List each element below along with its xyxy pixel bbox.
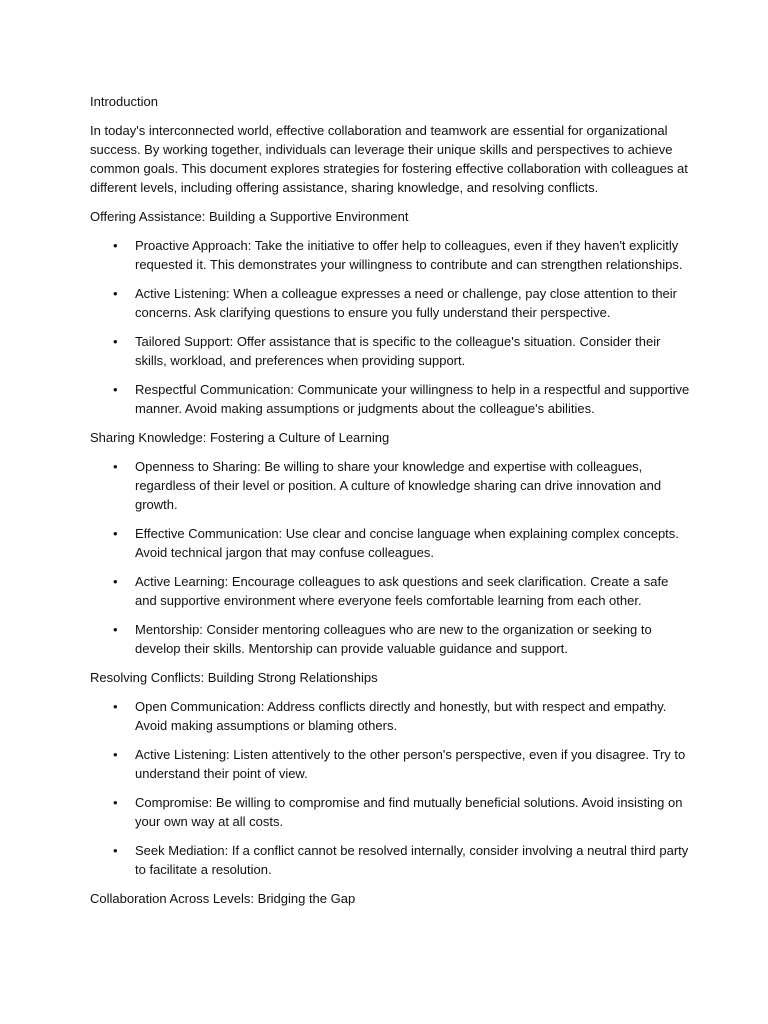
document-page — [90, 92, 690, 918]
list-item-text: Active Listening: When a colleague expresses a need or challenge, pay close attention to their concerns. Ask clarifying questions to ensure you fully understand their perspective. — [135, 286, 678, 320]
offering-assistance-list — [90, 236, 690, 418]
bullet-icon: • — [113, 699, 118, 714]
list-item-text: Respectful Communication: Communicate your willingness to help in a respectful and supportive manner. Avoid making assumptions or judgments about the colleague's abilities. — [135, 382, 690, 416]
section-heading-offering-assistance: Offering Assistance: Building a Supportive Environment — [90, 209, 409, 224]
bullet-icon: • — [113, 795, 118, 810]
list-item — [90, 745, 690, 783]
list-item — [90, 793, 690, 831]
bullet-icon: • — [113, 238, 118, 253]
resolving-conflicts-list — [90, 697, 690, 879]
list-item-text: Active Listening: Listen attentively to the other person's perspective, even if you disagree. Try to understand their point of view. — [135, 747, 686, 781]
list-item — [90, 380, 690, 418]
section-heading-collaboration-across-levels: Collaboration Across Levels: Bridging the Gap — [90, 891, 356, 906]
list-item-text: Compromise: Be willing to compromise and find mutually beneficial solutions. Avoid insisting on your own way at all costs. — [135, 795, 683, 829]
section-heading-resolving-conflicts: Resolving Conflicts: Building Strong Relationships — [90, 670, 378, 685]
section-heading-sharing-knowledge: Sharing Knowledge: Fostering a Culture of Learning — [90, 430, 390, 445]
sharing-knowledge-list — [90, 457, 690, 658]
intro-heading: Introduction — [90, 94, 158, 109]
list-item-text: Active Learning: Encourage colleagues to ask questions and seek clarification. Create a safe and supportive environment where everyone feels comfortable learning from each other. — [135, 574, 669, 608]
bullet-icon: • — [113, 622, 118, 637]
list-item-text: Effective Communication: Use clear and concise language when explaining complex concepts. Avoid technical jargon that may confuse colleagues. — [135, 526, 679, 560]
bullet-icon: • — [113, 526, 118, 541]
list-item-text: Tailored Support: Offer assistance that is specific to the colleague's situation. Consider their skills, workload, and preferences when providing support. — [135, 334, 661, 368]
list-item-text: Seek Mediation: If a conflict cannot be resolved internally, consider involving a neutral third party to facilitate a resolution. — [135, 843, 689, 877]
list-item — [90, 620, 690, 658]
bullet-icon: • — [113, 574, 118, 589]
bullet-icon: • — [113, 459, 118, 474]
list-item-text: Openness to Sharing: Be willing to share your knowledge and expertise with colleagues, regardless of their level or position. A culture of knowledge sharing can drive innovation and growth. — [135, 459, 662, 512]
list-item — [90, 457, 690, 514]
list-item-text: Open Communication: Address conflicts directly and honestly, but with respect and empathy. Avoid making assumptions or blaming others. — [135, 699, 667, 733]
list-item-text: Proactive Approach: Take the initiative to offer help to colleagues, even if they haven't explicitly requested it. This demonstrates your willingness to contribute and can strengthen relationships. — [135, 238, 683, 272]
bullet-icon: • — [113, 334, 118, 349]
bullet-icon: • — [113, 286, 118, 301]
list-item — [90, 841, 690, 879]
list-item — [90, 236, 690, 274]
list-item — [90, 332, 690, 370]
list-item — [90, 697, 690, 735]
list-item — [90, 524, 690, 562]
intro-paragraph: In today's interconnected world, effective collaboration and teamwork are essential for organizational success. By working together, individuals can leverage their unique skills and perspectives to achieve common goals. This document explores strategies for fostering effective collaboration with colleagues at different levels, including offering assistance, sharing knowledge, and resolving conflicts. — [90, 123, 688, 195]
bullet-icon: • — [113, 843, 118, 858]
list-item — [90, 572, 690, 610]
bullet-icon: • — [113, 382, 118, 397]
list-item-text: Mentorship: Consider mentoring colleagues who are new to the organization or seeking to develop their skills. Mentorship can provide valuable guidance and support. — [135, 622, 652, 656]
list-item — [90, 284, 690, 322]
bullet-icon: • — [113, 747, 118, 762]
